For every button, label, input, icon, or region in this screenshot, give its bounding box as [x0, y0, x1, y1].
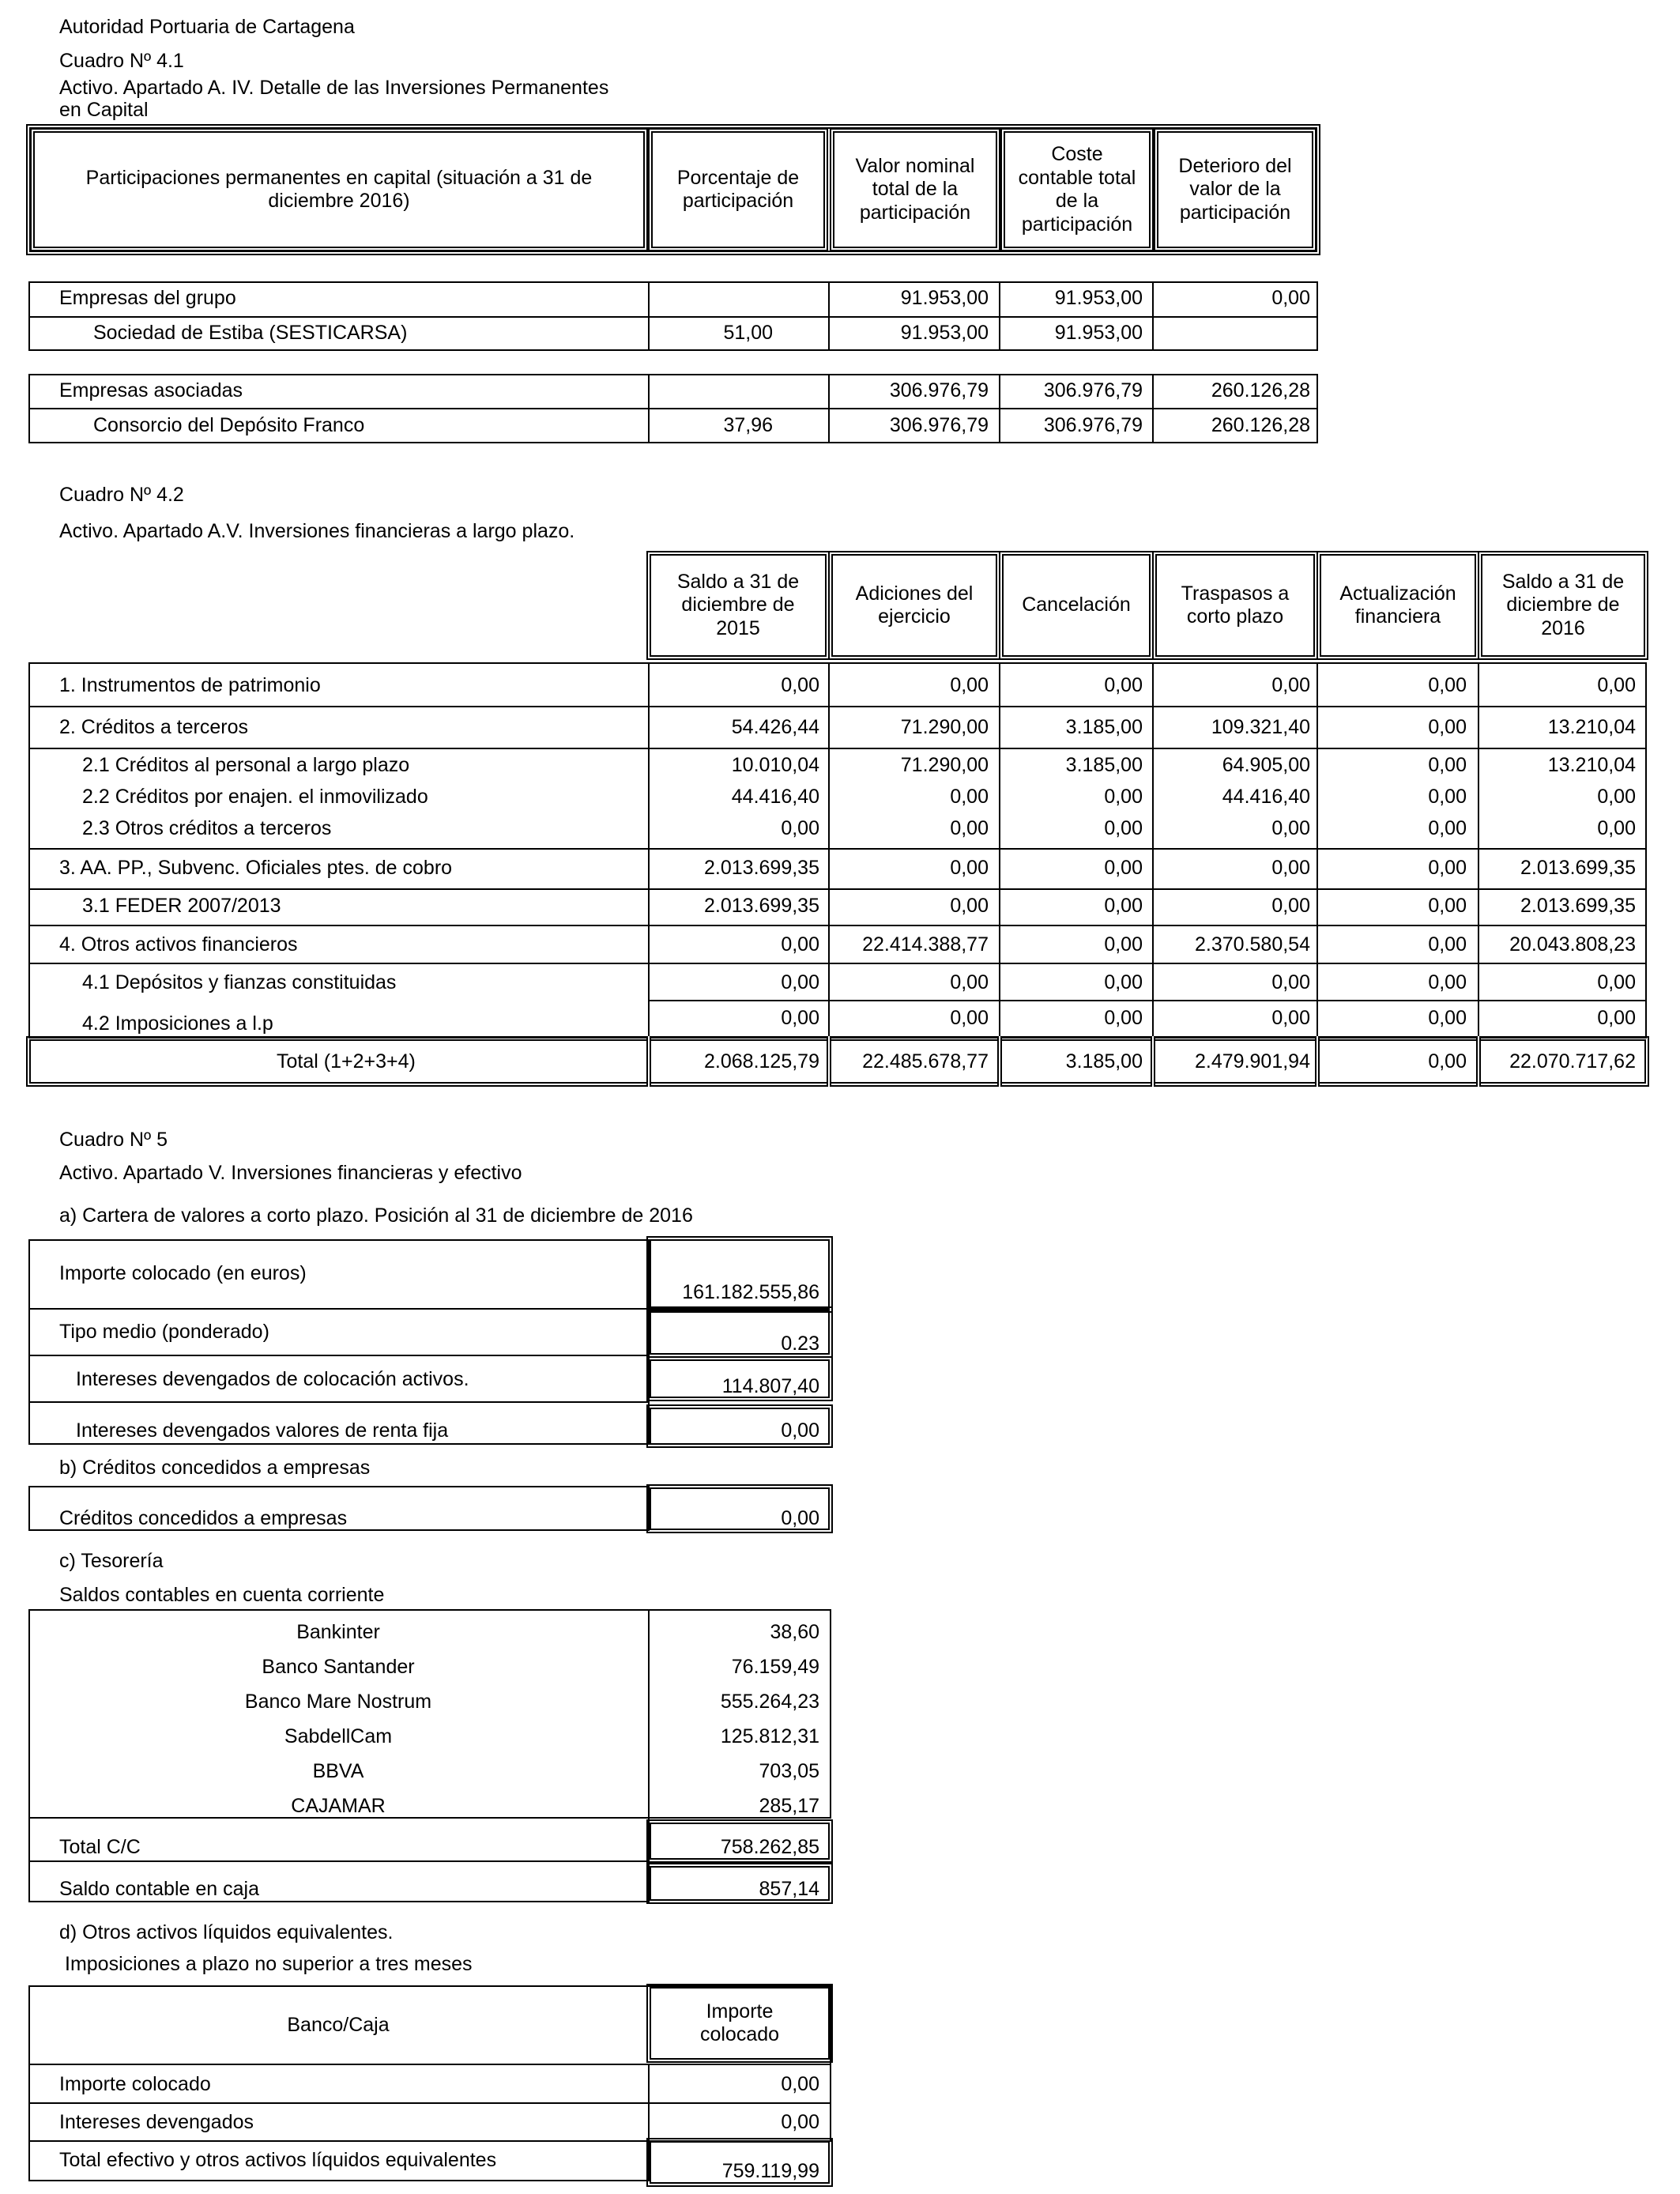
- table-cell: 0,00: [781, 1419, 819, 1442]
- table-row-label: 2. Créditos a terceros: [59, 716, 248, 738]
- table-cell: 0,00: [781, 817, 819, 839]
- cuadro-5-d-title: d) Otros activos líquidos equivalentes.: [59, 1921, 394, 1943]
- cuadro-41-title: Cuadro Nº 4.1: [59, 50, 184, 72]
- table-cell: 3.185,00: [1065, 716, 1143, 738]
- c41-header-porcentaje: Porcentaje de participación: [648, 128, 828, 251]
- table-cell: 0,00: [1428, 895, 1467, 917]
- table-cell: 91.953,00: [900, 287, 989, 309]
- table-cell: 0,00: [1271, 817, 1310, 839]
- c41-header-valor-nominal: Valor nominal total de la participación: [830, 128, 1000, 251]
- c41-header-coste-contable: Coste contable total de la participación: [1000, 128, 1154, 251]
- table-cell: 109.321,40: [1211, 716, 1310, 738]
- table-cell: 0,00: [1428, 786, 1467, 808]
- table-cell: 0,00: [1428, 1007, 1467, 1029]
- c42-header-saldo-2016: Saldo a 31 de diciembre de 2016: [1478, 551, 1648, 660]
- c5-d-header-importe: Importe colocado: [646, 1984, 833, 2063]
- cuadro-5-d-subtitle: Imposiciones a plazo no superior a tres meses: [65, 1953, 473, 1975]
- table-cell: 0,00: [950, 971, 989, 993]
- table-cell: 0,00: [1597, 674, 1636, 696]
- table-cell: 91.953,00: [1054, 287, 1143, 309]
- table-cell: 0,00: [1597, 786, 1636, 808]
- table-row-label: Total efectivo y otros activos líquidos equivalentes: [59, 2149, 497, 2171]
- table-row-label: 2.1 Créditos al personal a largo plazo: [82, 754, 410, 776]
- c42-total-label: Total (1+2+3+4): [277, 1050, 416, 1072]
- table-row-label: Intereses devengados valores de renta fija: [76, 1419, 449, 1442]
- table-row-label: 2.2 Créditos por enajen. el inmovilizado: [82, 786, 428, 808]
- table-cell: 0,00: [781, 1007, 819, 1029]
- cuadro-5-c-subtitle: Saldos contables en cuenta corriente: [59, 1584, 385, 1606]
- table-row-label: 4.1 Depósitos y fianzas constituidas: [82, 971, 397, 993]
- table-cell: 13.210,04: [1547, 754, 1636, 776]
- table-cell: 38,60: [770, 1621, 819, 1643]
- bank-name: Bankinter: [296, 1621, 380, 1644]
- c42-header-actualizacion: Actualización financiera: [1317, 551, 1479, 660]
- cuadro-5-title: Cuadro Nº 5: [59, 1129, 168, 1151]
- cuadro-5-b-title: b) Créditos concedidos a empresas: [59, 1457, 371, 1479]
- table-cell: 114.807,40: [721, 1375, 819, 1397]
- table-row-label: 2.3 Otros créditos a terceros: [82, 817, 332, 839]
- table-cell: 0,00: [781, 2073, 819, 2095]
- table-cell: 0,00: [1428, 716, 1467, 738]
- table-cell: 0,00: [1428, 1050, 1467, 1072]
- table-cell: 759.119,99: [721, 2160, 819, 2182]
- table-cell: 71.290,00: [900, 754, 989, 776]
- table-cell: 0,00: [1597, 1007, 1636, 1029]
- table-cell: 0,00: [1104, 933, 1143, 956]
- table-cell: 0,00: [950, 786, 989, 808]
- table-cell: 0,00: [950, 674, 989, 696]
- table-cell: 0,00: [1104, 895, 1143, 917]
- table-cell: 2.068.125,79: [704, 1050, 819, 1072]
- table-cell: 2.013.699,35: [1520, 857, 1636, 879]
- table-cell: 20.043.808,23: [1509, 933, 1636, 956]
- table-cell: 0,00: [1271, 895, 1310, 917]
- table-cell: 0,00: [950, 1007, 989, 1029]
- table-cell: 2.013.699,35: [1520, 895, 1636, 917]
- table-cell: 44.416,40: [1222, 786, 1310, 808]
- cuadro-5-desc: Activo. Apartado V. Inversiones financieras y efectivo: [59, 1162, 522, 1184]
- table-cell: 306.976,79: [889, 414, 989, 436]
- table-cell: 703,05: [759, 1760, 819, 1782]
- table-cell: 0,00: [1104, 817, 1143, 839]
- table-row-label: Intereses devengados: [59, 2111, 254, 2133]
- table-row-label: 3. AA. PP., Subvenc. Oficiales ptes. de cobro: [59, 857, 453, 879]
- cuadro-5-c-title: c) Tesorería: [59, 1550, 164, 1572]
- c5-d-header-banco: Banco/Caja: [287, 2013, 390, 2036]
- table-row-label: 3.1 FEDER 2007/2013: [82, 895, 281, 917]
- table-cell: 0,00: [1271, 674, 1310, 696]
- table-row-label: Importe colocado (en euros): [59, 1262, 307, 1284]
- table-cell: 306.976,79: [1043, 414, 1143, 436]
- table-cell: 76.159,49: [731, 1656, 819, 1678]
- table-cell: 22.070.717,62: [1509, 1050, 1636, 1072]
- table-cell: 0,00: [1597, 971, 1636, 993]
- table-cell: 0,00: [1271, 857, 1310, 879]
- table-cell: 0,00: [781, 971, 819, 993]
- c42-header-adiciones: Adiciones del ejercicio: [828, 551, 1000, 660]
- table-cell: 0,00: [781, 2111, 819, 2133]
- bank-name: SabdellCam: [284, 1725, 393, 1748]
- table-cell: 22.414.388,77: [862, 933, 989, 956]
- authority-name: Autoridad Portuaria de Cartagena: [59, 16, 355, 38]
- table-cell: 260.126,28: [1211, 414, 1310, 436]
- table-cell: 0,00: [1428, 933, 1467, 956]
- table-cell: 71.290,00: [900, 716, 989, 738]
- table-cell: 2.370.580,54: [1195, 933, 1310, 956]
- table-cell: 125.812,31: [720, 1725, 819, 1747]
- table-cell: 54.426,44: [731, 716, 819, 738]
- table-row-label: Empresas asociadas: [59, 379, 243, 401]
- table-cell: 306.976,79: [1043, 379, 1143, 401]
- table-cell: 0,00: [781, 1507, 819, 1529]
- c42-header-cancelacion: Cancelación: [999, 551, 1154, 660]
- table-cell: 0,00: [781, 674, 819, 696]
- table-cell: 3.185,00: [1065, 754, 1143, 776]
- table-cell: 64.905,00: [1222, 754, 1310, 776]
- table-cell: 0,00: [1428, 857, 1467, 879]
- c41-header-participaciones: Participaciones permanentes en capital (situación a 31 de diciembre 2016): [30, 128, 648, 251]
- table-cell: 555.264,23: [720, 1691, 819, 1713]
- table-row-label: 1. Instrumentos de patrimonio: [59, 674, 321, 696]
- table-cell: 0,00: [950, 895, 989, 917]
- table-cell: 0,00: [1104, 857, 1143, 879]
- table-cell: 306.976,79: [889, 379, 989, 401]
- table-cell: 161.182.555,86: [682, 1281, 819, 1303]
- c41-header-deterioro: Deterioro del valor de la participación: [1154, 128, 1317, 251]
- table-cell: 0,00: [1104, 971, 1143, 993]
- table-row-label: 4.2 Imposiciones a l.p: [82, 1012, 273, 1035]
- table-cell: 3.185,00: [1065, 1050, 1143, 1072]
- table-cell: 758.262,85: [720, 1836, 819, 1858]
- table-cell: 0,00: [950, 817, 989, 839]
- table-row-label: Importe colocado: [59, 2073, 211, 2095]
- cuadro-41-desc-line1: Activo. Apartado A. IV. Detalle de las Inversiones Permanentes: [59, 77, 609, 99]
- table-cell: 37,96: [723, 414, 773, 436]
- table-cell: 13.210,04: [1547, 716, 1636, 738]
- table-cell: 10.010,04: [731, 754, 819, 776]
- table-cell: 0,00: [1597, 817, 1636, 839]
- table-cell: 0,00: [781, 933, 819, 956]
- c42-total-row: [26, 1036, 1649, 1087]
- cuadro-5-a-title: a) Cartera de valores a corto plazo. Posición al 31 de diciembre de 2016: [59, 1204, 693, 1227]
- table-row-label: 4. Otros activos financieros: [59, 933, 298, 956]
- table-cell: 51,00: [723, 322, 773, 344]
- table-row-label: Saldo contable en caja: [59, 1878, 259, 1900]
- table-cell: 0,00: [1104, 674, 1143, 696]
- bank-name: CAJAMAR: [291, 1795, 386, 1818]
- bank-name: BBVA: [312, 1760, 364, 1783]
- table-cell: 285,17: [759, 1795, 819, 1817]
- table-row-label: Total C/C: [59, 1836, 141, 1858]
- table-cell: 22.485.678,77: [862, 1050, 989, 1072]
- table-row-label: Intereses devengados de colocación activos.: [76, 1368, 469, 1390]
- c42-header-traspasos: Traspasos a corto plazo: [1152, 551, 1318, 660]
- table-cell: 0,00: [1271, 287, 1310, 309]
- table-cell: 0,00: [1428, 674, 1467, 696]
- table-cell: 0,00: [1428, 754, 1467, 776]
- cuadro-42-desc: Activo. Apartado A.V. Inversiones financieras a largo plazo.: [59, 520, 575, 542]
- table-row-label: Créditos concedidos a empresas: [59, 1507, 348, 1529]
- table-cell: 0,00: [950, 857, 989, 879]
- table-cell: 91.953,00: [1054, 322, 1143, 344]
- bank-name: Banco Santander: [262, 1656, 415, 1679]
- table-cell: 0,00: [1271, 971, 1310, 993]
- table-row-label: Empresas del grupo: [59, 287, 236, 309]
- table-cell: 857,14: [759, 1878, 819, 1900]
- table-cell: 0,00: [1271, 1007, 1310, 1029]
- table-cell: 2.013.699,35: [704, 857, 819, 879]
- table-row-label: Consorcio del Depósito Franco: [93, 414, 365, 436]
- table-cell: 2.479.901,94: [1195, 1050, 1310, 1072]
- cuadro-42-title: Cuadro Nº 4.2: [59, 484, 184, 506]
- table-row-label: Tipo medio (ponderado): [59, 1321, 269, 1343]
- c42-header-saldo-2015: Saldo a 31 de diciembre de 2015: [646, 551, 830, 660]
- cuadro-41-desc-line2: en Capital: [59, 99, 149, 121]
- table-cell: 0.23: [781, 1333, 819, 1355]
- table-cell: 44.416,40: [731, 786, 819, 808]
- table-cell: 0,00: [1428, 817, 1467, 839]
- table-cell: 260.126,28: [1211, 379, 1310, 401]
- table-cell: 0,00: [1104, 1007, 1143, 1029]
- table-cell: 0,00: [1104, 786, 1143, 808]
- bank-name: Banco Mare Nostrum: [244, 1691, 432, 1713]
- table-row-label: Sociedad de Estiba (SESTICARSA): [93, 322, 408, 344]
- table-cell: 91.953,00: [900, 322, 989, 344]
- table-cell: 0,00: [1428, 971, 1467, 993]
- table-cell: 2.013.699,35: [704, 895, 819, 917]
